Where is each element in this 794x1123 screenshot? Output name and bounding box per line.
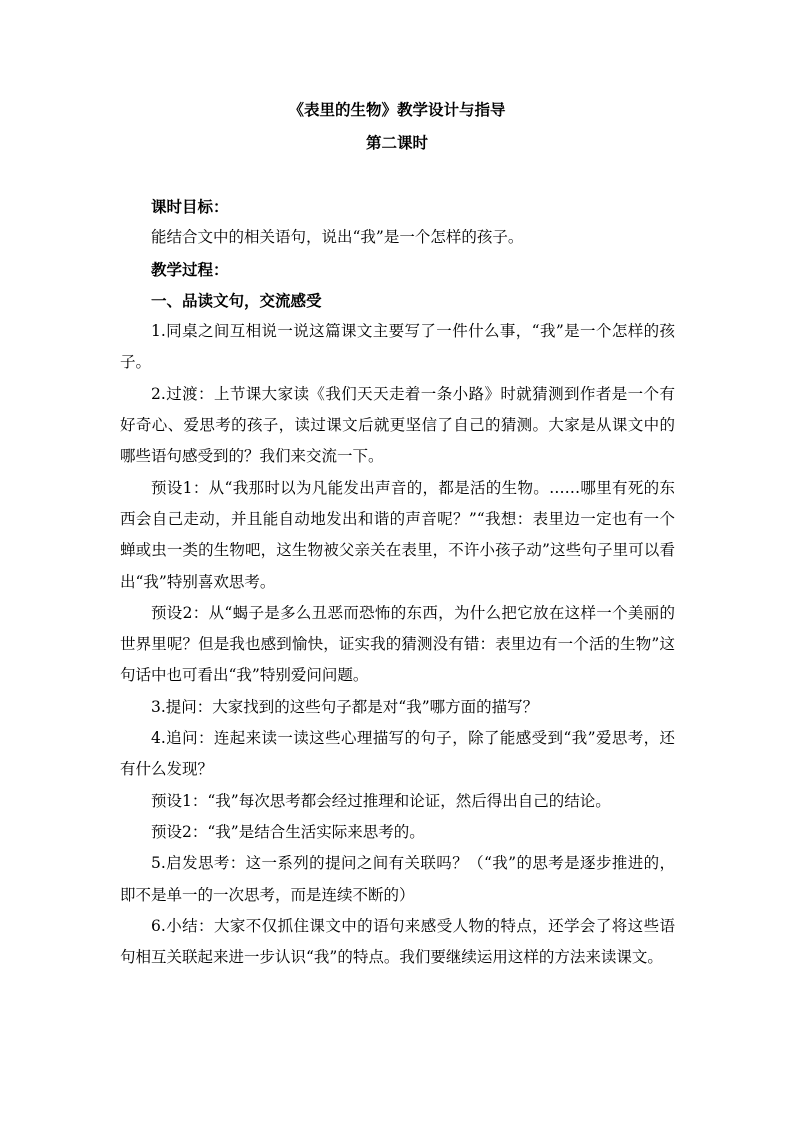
body-paragraph: 预设2：从“蝎子是多么丑恶而恐怖的东西，为什么把它放在这样一个美丽的世界里呢？但是我也感到愉快，证实我的猜测没有错：表里边有一个活的生物”这句话中也可看出“我”特别爱问问题。 (120, 603, 675, 685)
body-paragraph: 4.追问：连起来读一读这些心理描写的句子，除了能感受到“我”爱思考，还有什么发现？ (120, 729, 675, 779)
body-paragraph: 1.同桌之间互相说一说这篇课文主要写了一件什么事，“我”是一个怎样的孩子。 (120, 322, 675, 372)
document-subtitle: 第二课时 (365, 133, 428, 152)
section-heading-process: 教学过程： (151, 259, 229, 279)
body-paragraph: 5.启发思考：这一系列的提问之间有关联吗？（“我”的思考是逐步推进的，即不是单一的一次思考，而是连续不断的） (120, 854, 675, 904)
step-heading: 一、品读文句，交流感受 (151, 290, 322, 310)
document-title: 《表里的生物》教学设计与指导 (288, 100, 506, 119)
body-paragraph: 3.提问：大家找到的这些句子都是对“我”哪方面的描写？ (151, 697, 539, 716)
body-paragraph: 预设1：“我”每次思考都会经过推理和论证，然后得出自己的结论。 (151, 791, 611, 810)
objective-paragraph: 能结合文中的相关语句，说出“我”是一个怎样的孩子。 (151, 228, 524, 247)
document-body (120, 191, 675, 973)
body-paragraph: 预设2：“我”是结合生活实际来思考的。 (151, 822, 425, 841)
body-paragraph: 预设1：从“我那时以为凡能发出声音的，都是活的生物。……哪里有死的东西会自己走动，并且能自动地发出和谐的声音呢？”“我想：表里边一定也有一个蝉或虫一类的生物吧，这生物被父亲关在表里，不许小孩子动”这些句子里可以看出“我”特别喜欢思考。 (120, 478, 675, 591)
body-paragraph: 2.过渡：上节课大家读《我们天天走着一条小路》时就猜测到作者是一个有好奇心、爱思考的孩子，读过课文后就更坚信了自己的猜测。大家是从课文中的哪些语句感受到的？我们来交流一下。 (120, 384, 675, 466)
body-paragraph: 6.小结：大家不仅抓住课文中的语句来感受人物的特点，还学会了将这些语句相互关联起来进一步认识“我”的特点。我们要继续运用这样的方法来读课文。 (120, 916, 675, 967)
section-heading-objectives: 课时目标： (151, 197, 229, 216)
